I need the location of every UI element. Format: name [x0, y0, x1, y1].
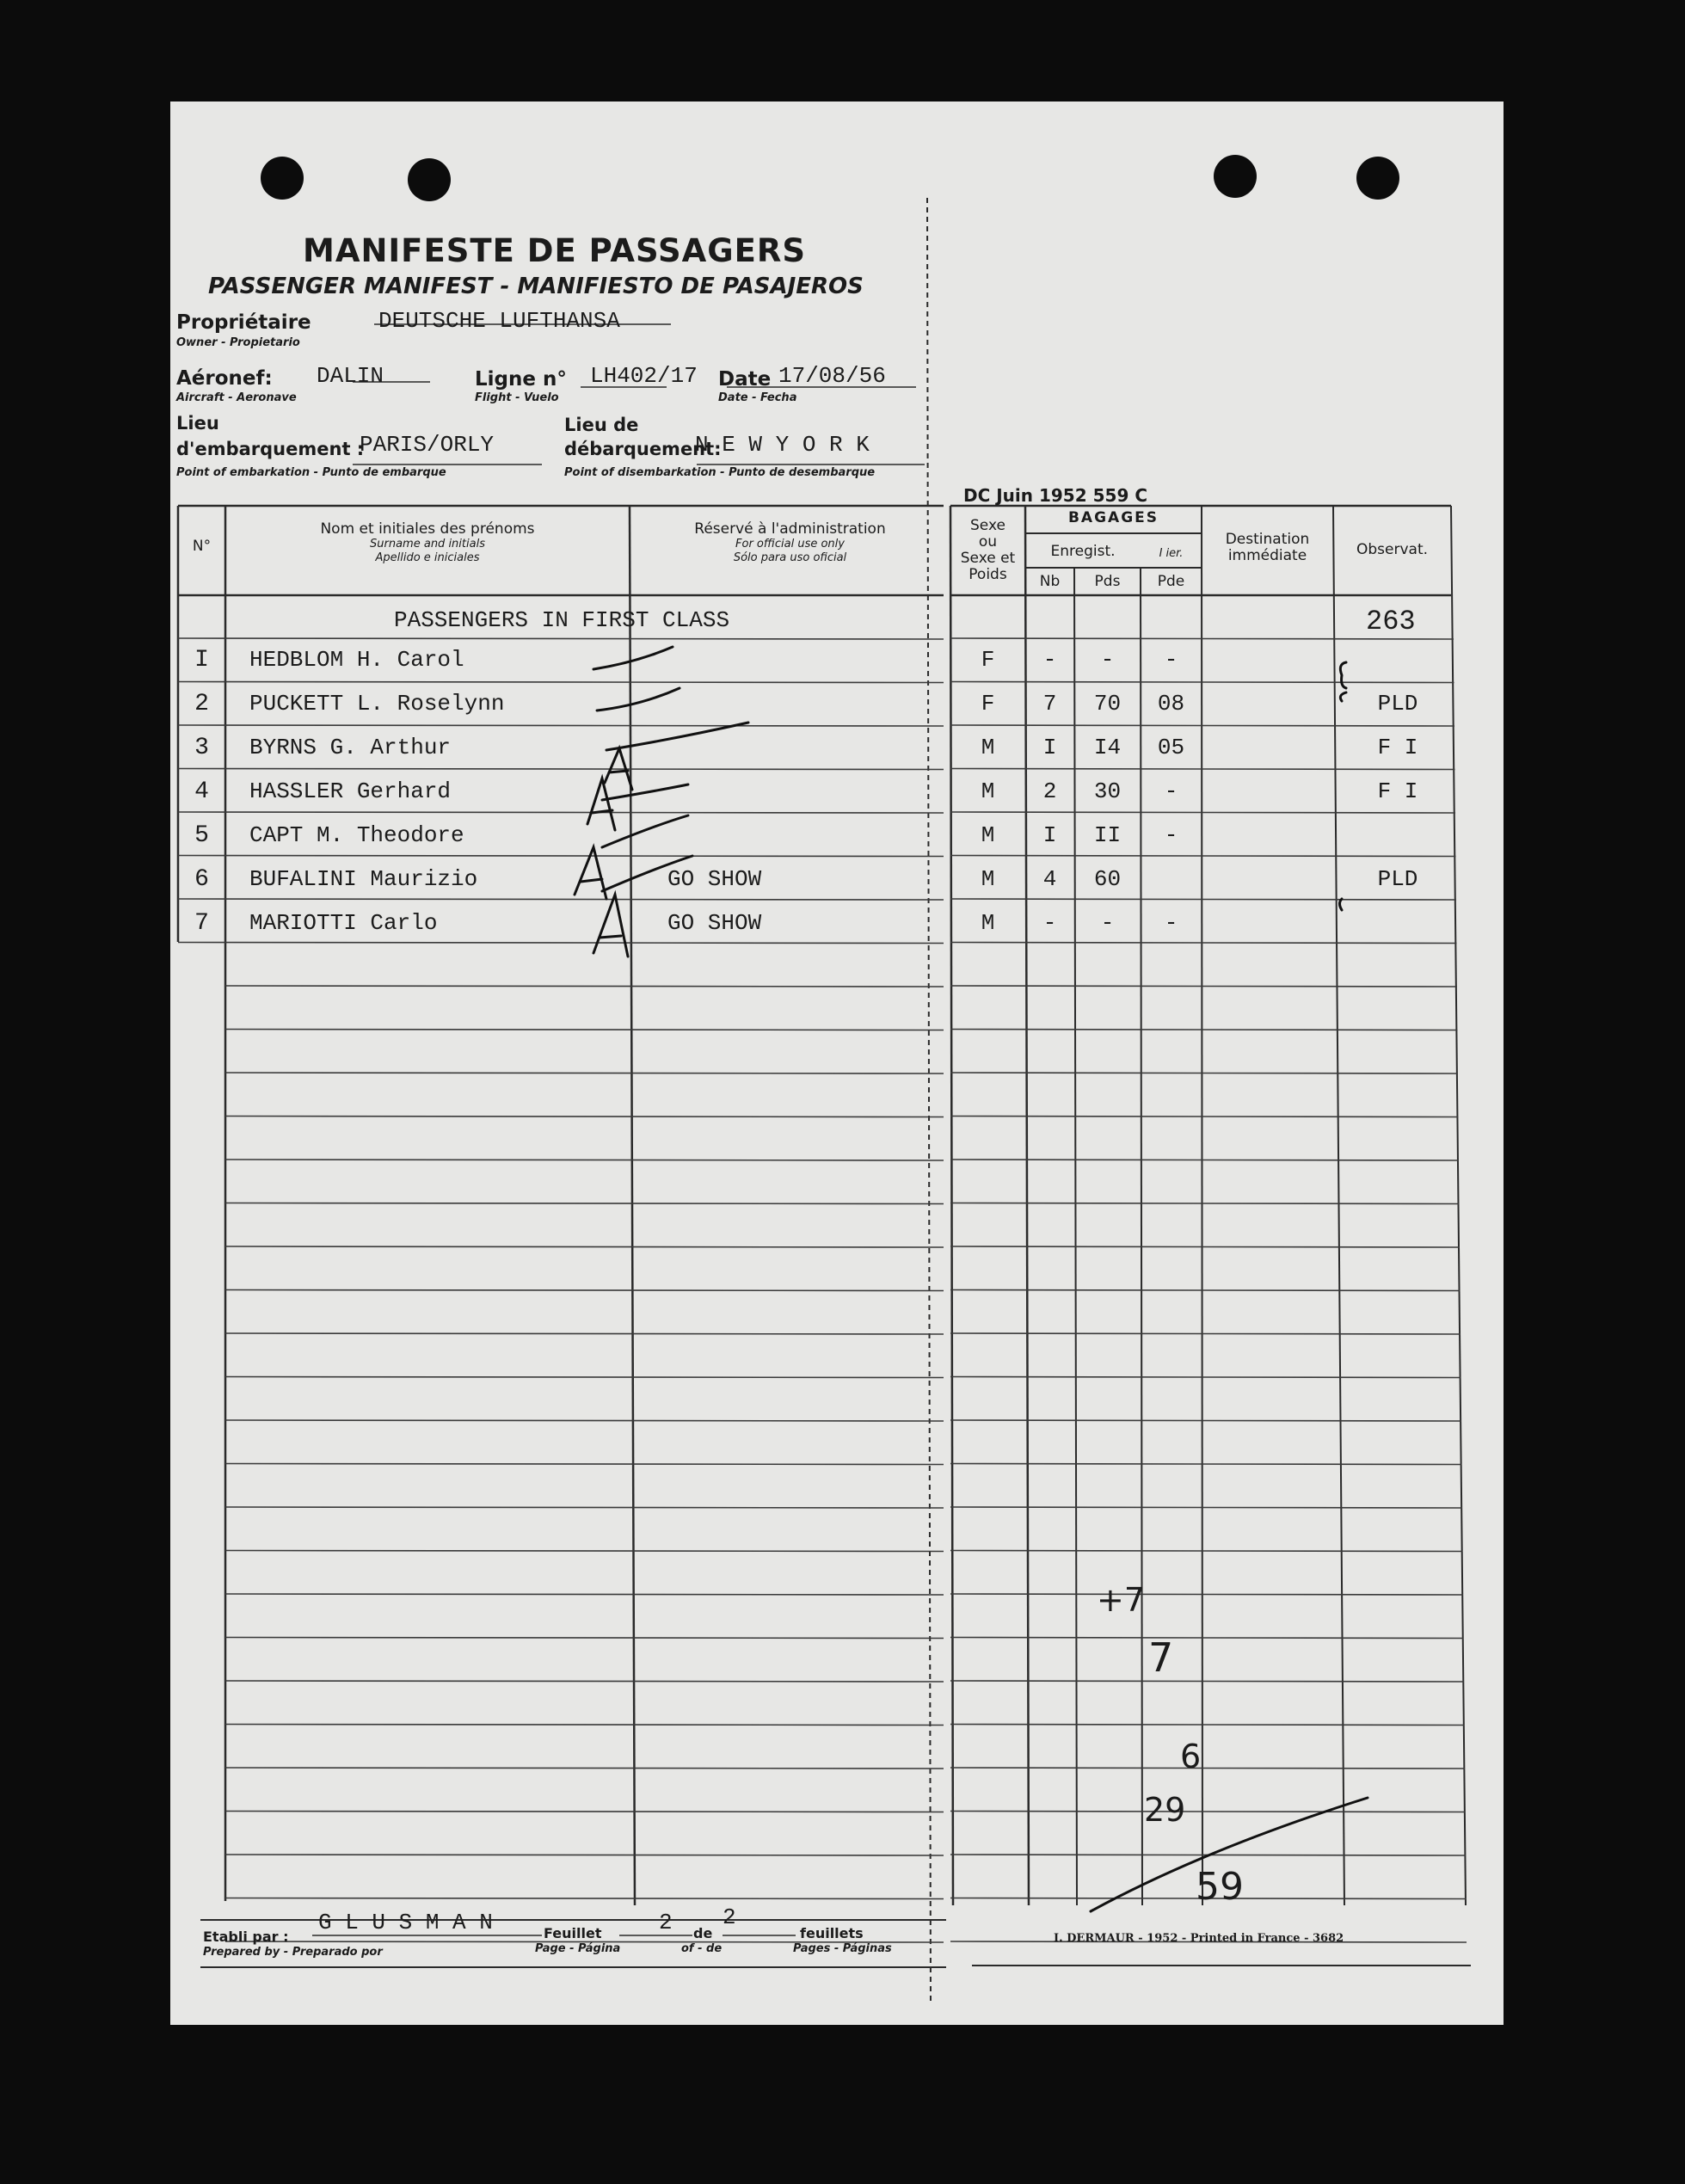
embark-label-1: Lieu [176, 413, 219, 434]
passenger-bag-free: 05 [1157, 735, 1185, 760]
row-rule [950, 1725, 1465, 1726]
passenger-bag-weight: - [1100, 647, 1115, 673]
row-rule [225, 1507, 944, 1508]
passenger-bag-free: - [1164, 822, 1178, 848]
row-rule [950, 1638, 1464, 1639]
row-rule [950, 1377, 1461, 1378]
flight-value: LH402/17 [590, 363, 698, 389]
passenger-bag-free: - [1164, 910, 1178, 936]
embark-value: PARIS/ORLY [360, 432, 495, 458]
passenger-bag-free: - [1164, 647, 1178, 673]
col-no-header: N° [192, 538, 212, 555]
of-label: de [693, 1925, 713, 1941]
row-rule [178, 769, 944, 770]
passenger-name: CAPT M. Theodore [249, 822, 464, 848]
row-rule [178, 682, 944, 683]
passenger-observation: PLD [1377, 866, 1418, 892]
prepared-label: Etabli par : [203, 1929, 289, 1945]
passenger-sex: M [981, 866, 995, 892]
disembark-value: N E W Y O R K [695, 432, 870, 458]
disembark-label-2: débarquement: [564, 439, 722, 459]
row-rule [950, 899, 1456, 900]
row-rule [225, 1594, 944, 1595]
row-rule [950, 943, 1457, 944]
passenger-sex: M [981, 910, 995, 936]
passenger-name: PUCKETT L. Roselynn [249, 691, 505, 717]
row-rule [950, 1246, 1460, 1247]
col-admin-sub1: For official use only [735, 538, 845, 551]
col-admin-sub2: Sólo para uso oficial [733, 551, 847, 564]
row-rule [950, 1333, 1461, 1334]
flight-sublabel: Flight - Vuelo [475, 391, 559, 404]
row-rule [950, 812, 1455, 813]
date-value: 17/08/56 [778, 363, 886, 389]
passenger-admin: GO SHOW [667, 866, 762, 892]
row-rule [950, 725, 1454, 726]
row-rule [950, 856, 1456, 857]
form-code: DC Juin 1952 559 C [963, 485, 1147, 506]
col-registered-header: Enregist. [1050, 543, 1116, 560]
passenger-no: 6 [194, 866, 209, 893]
passenger-bag-count: 2 [1042, 778, 1057, 804]
total-handwritten-4: 29 [1144, 1791, 1186, 1829]
passenger-bag-count: I [1042, 735, 1057, 760]
passenger-no: 4 [194, 778, 209, 805]
row-rule [178, 725, 944, 726]
prepared-value: G L U S M A N [318, 1910, 493, 1935]
passenger-bag-count: I [1042, 822, 1057, 848]
owner-sublabel: Owner - Propietario [176, 336, 300, 349]
row-rule [950, 1507, 1462, 1508]
passenger-bag-count: - [1042, 647, 1057, 673]
aircraft-label: Aéronef: [176, 367, 273, 390]
row-rule [950, 1073, 1458, 1074]
passenger-bag-weight: 60 [1093, 866, 1122, 892]
total-handwritten-1: +7 [1097, 1581, 1146, 1619]
disembark-label-1: Lieu de [564, 415, 639, 435]
passenger-observation: PLD [1377, 691, 1418, 717]
col-observ-header: Observat. [1356, 541, 1429, 558]
col-destination-1: Destination [1225, 531, 1310, 548]
col-name-header [225, 521, 630, 565]
col-destination-header [1202, 532, 1333, 564]
row-rule [950, 769, 1455, 770]
passenger-no: 3 [194, 735, 209, 761]
row-rule [178, 899, 944, 900]
sheet-sublabel: Page - Página [535, 1942, 621, 1955]
row-rule [225, 1551, 944, 1552]
total-handwritten-2: 7 [1148, 1634, 1174, 1681]
passenger-admin: GO SHOW [667, 910, 762, 936]
col-admin-header [630, 521, 950, 565]
passenger-name: BYRNS G. Arthur [249, 735, 452, 760]
col-admin-title: Réservé à l'administration [694, 520, 886, 538]
passenger-sex: M [981, 735, 995, 760]
passenger-sex: F [981, 691, 995, 717]
row-rule [225, 1464, 944, 1465]
row-rule [178, 638, 944, 639]
row-rule [950, 986, 1457, 987]
passenger-name: HEDBLOM H. Carol [249, 647, 464, 673]
class-heading: PASSENGERS IN FIRST CLASS [394, 607, 730, 633]
date-label: Date [718, 368, 772, 391]
row-rule [225, 986, 944, 987]
sheets-label: feuillets [800, 1925, 864, 1941]
row-rule [225, 1681, 944, 1682]
row-rule [950, 1594, 1463, 1595]
passenger-sex: F [981, 647, 995, 673]
passenger-bag-weight: I4 [1093, 735, 1122, 760]
passenger-observation: F I [1377, 735, 1418, 760]
row-rule [950, 682, 1454, 683]
embark-sublabel: Point of embarkation - Punto de embarque [176, 466, 446, 479]
passenger-sex: M [981, 778, 995, 804]
row-rule [225, 1638, 944, 1639]
col-pds-header: Pds [1094, 573, 1121, 590]
row-rule [225, 1290, 944, 1291]
manifest-title: MANIFESTE DE PASSAGERS [303, 232, 807, 269]
prepared-sublabel: Prepared by - Preparado por [203, 1946, 383, 1959]
passenger-bag-count: - [1042, 910, 1057, 936]
passenger-name: HASSLER Gerhard [249, 778, 452, 804]
row-rule [225, 1333, 944, 1334]
col-nb-header: Nb [1039, 573, 1061, 590]
sheet-value: 2 [659, 1910, 673, 1935]
row-rule [950, 1768, 1465, 1769]
row-rule [225, 1898, 944, 1899]
col-name-title: Nom et initiales des prénoms [320, 520, 535, 538]
passenger-bag-free: - [1164, 778, 1178, 804]
of-value: 2 [723, 1904, 736, 1930]
passenger-no: I [194, 647, 209, 674]
passenger-no: 2 [194, 691, 209, 717]
date-sublabel: Date - Fecha [718, 391, 797, 404]
row-rule [178, 856, 944, 857]
row-rule [225, 1246, 944, 1247]
col-baggage-header: BAGAGES [1067, 509, 1159, 526]
passenger-bag-count: 7 [1042, 691, 1057, 717]
row-rule [225, 1420, 944, 1421]
row-rule [225, 1377, 944, 1378]
col-sex-header [950, 518, 1025, 583]
col-sex-2: ou [978, 533, 998, 551]
passenger-bag-weight: II [1093, 822, 1122, 848]
owner-value: DEUTSCHE LUFTHANSA [378, 308, 620, 334]
owner-label: Propriétaire [176, 311, 311, 334]
passenger-no: 7 [194, 910, 209, 937]
aircraft-value: DALIN [317, 363, 384, 389]
of-sublabel: of - de [681, 1942, 723, 1955]
col-free-header-1: I ier. [1159, 547, 1184, 560]
col-destination-2: immédiate [1227, 547, 1307, 564]
passenger-bag-count: 4 [1042, 866, 1057, 892]
flight-label: Ligne n° [475, 368, 567, 391]
row-rule [178, 943, 944, 944]
row-rule [950, 1203, 1460, 1204]
row-rule [950, 1681, 1464, 1682]
passenger-bag-weight: 70 [1093, 691, 1122, 717]
row-rule [950, 1420, 1461, 1421]
sheets-sublabel: Pages - Páginas [793, 1942, 892, 1955]
row-rule [178, 812, 944, 813]
total-handwritten-5: 59 [1196, 1865, 1244, 1909]
col-sex-1: Sexe [970, 517, 1005, 534]
col-sex-3: Sexe et [960, 550, 1016, 567]
col-free-header-2: Pde [1157, 573, 1185, 590]
page-number: 263 [1366, 606, 1416, 637]
passenger-name: MARIOTTI Carlo [249, 910, 438, 936]
row-rule [225, 1768, 944, 1769]
col-name-sub1: Surname and initials [370, 538, 485, 551]
total-handwritten-3: 6 [1180, 1738, 1202, 1775]
passenger-observation: F I [1377, 778, 1418, 804]
row-rule [950, 638, 1454, 639]
passenger-name: BUFALINI Maurizio [249, 866, 478, 892]
row-rule [225, 1203, 944, 1204]
passenger-bag-free: 08 [1157, 691, 1185, 717]
passenger-bag-weight: 30 [1093, 778, 1122, 804]
passenger-sex: M [981, 822, 995, 848]
passenger-no: 5 [194, 822, 209, 849]
col-name-sub2: Apellido e iniciales [375, 551, 480, 564]
row-rule [950, 1464, 1462, 1465]
printer-imprint: I. DERMAUR - 1952 - Printed in France - 3682 [1054, 1932, 1344, 1945]
passenger-bag-weight: - [1100, 910, 1115, 936]
row-rule [950, 1551, 1463, 1552]
row-rule [225, 1073, 944, 1074]
sheet-label: Feuillet [544, 1925, 602, 1941]
row-rule [950, 1290, 1461, 1291]
aircraft-sublabel: Aircraft - Aeronave [176, 391, 297, 404]
col-sex-4: Poids [969, 566, 1007, 583]
disembark-sublabel: Point of disembarkation - Punto de desembarque [564, 466, 876, 479]
manifest-subtitle: PASSENGER MANIFEST - MANIFIESTO DE PASAJEROS [208, 274, 864, 299]
embark-label-2: d'embarquement : [176, 439, 365, 459]
row-rule [225, 1725, 944, 1726]
